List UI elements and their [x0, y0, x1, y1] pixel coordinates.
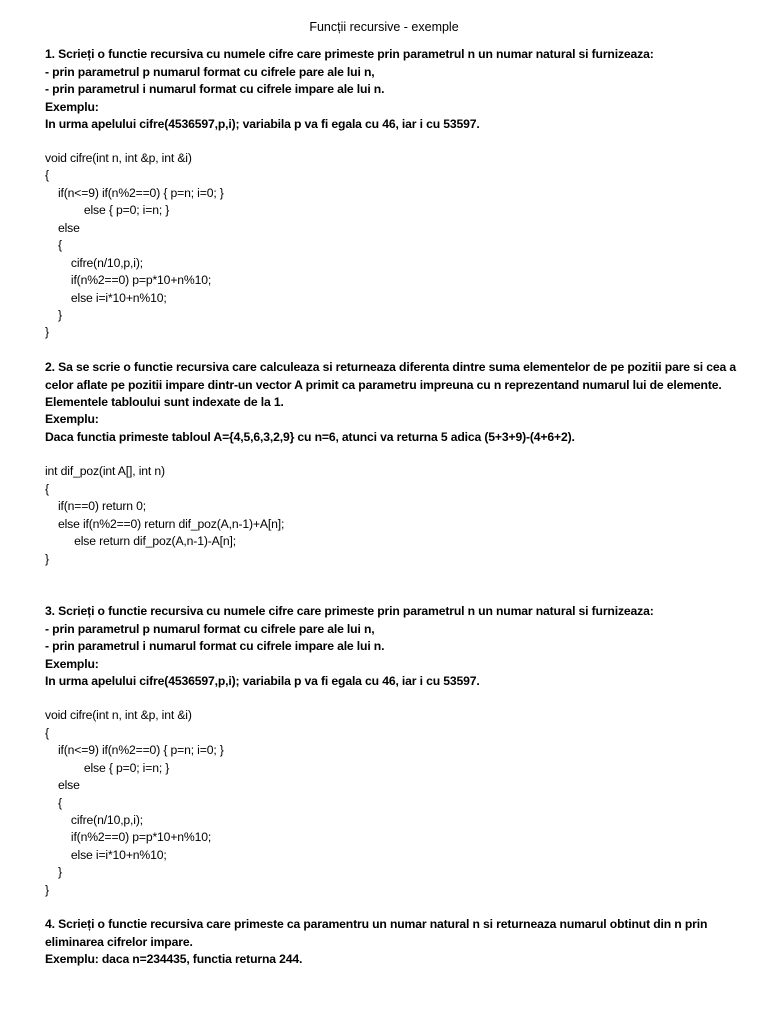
problem-1-code-line: { — [45, 238, 62, 252]
problem-3-code-line: else — [45, 778, 80, 792]
problem-2-example-text: Daca functia primeste tabloul A={4,5,6,3,2,9} cu n=6, atunci va returna 5 adica (5+3+9)-(4+6+2). — [45, 430, 575, 444]
problem-2-statement: 2. Sa se scrie o functie recursiva care calculeaza si returneaza diferenta dintre suma elementelor de pe pozitii pare si cea a — [45, 360, 736, 374]
problem-3-code-line: { — [45, 726, 49, 740]
problem-1-example-heading: Exemplu: — [45, 100, 99, 114]
problem-2-code-line: } — [45, 552, 49, 566]
problem-2-example-heading: Exemplu: — [45, 412, 99, 426]
problem-3-code-line: void cifre(int n, int &p, int &i) — [45, 708, 192, 722]
problem-1-statement-line: - prin parametrul i numarul format cu cifrele impare ale lui n. — [45, 82, 385, 96]
problem-1-code-line: void cifre(int n, int &p, int &i) — [45, 151, 192, 165]
problem-1-code-line: } — [45, 325, 49, 339]
problem-1-example-text: In urma apelului cifre(4536597,p,i); variabila p va fi egala cu 46, iar i cu 53597. — [45, 117, 480, 131]
problem-1-code-line: else — [45, 221, 80, 235]
problem-1-code-line: if(n<=9) if(n%2==0) { p=n; i=0; } — [45, 186, 224, 200]
page-title: Funcții recursive - exemple — [309, 20, 459, 34]
problem-2-code-line: else return dif_poz(A,n-1)-A[n]; — [45, 534, 236, 548]
problem-3-statement: 3. Scrieți o functie recursiva cu numele cifre care primeste prin parametrul n un numar natural si furnizeaza: — [45, 604, 654, 618]
problem-1-code-line: else { p=0; i=n; } — [45, 203, 170, 217]
problem-3-code-line: cifre(n/10,p,i); — [45, 813, 143, 827]
problem-3-statement-line: - prin parametrul p numarul format cu cifrele pare ale lui n, — [45, 622, 375, 636]
problem-2-code-line: else if(n%2==0) return dif_poz(A,n-1)+A[n]; — [45, 517, 285, 531]
problem-4-statement: 4. Scrieți o functie recursiva care primeste ca paramentru un numar natural n si returneaza numarul obtinut din n prin — [45, 917, 708, 931]
problem-3-code-line: } — [45, 883, 49, 897]
problem-1-statement: 1. Scrieți o functie recursiva cu numele cifre care primeste prin parametrul n un numar natural si furnizeaza: — [45, 47, 654, 61]
problem-1-code-line: } — [45, 308, 62, 322]
problem-2-code-line: int dif_poz(int A[], int n) — [45, 464, 165, 478]
problem-3-statement-line: - prin parametrul i numarul format cu cifrele impare ale lui n. — [45, 639, 385, 653]
problem-3-code-line: { — [45, 796, 62, 810]
problem-2-statement-line: celor aflate pe pozitii impare dintr-un vector A primit ca parametru impreuna cu n reprezentand numarul lui de elemente. — [45, 378, 722, 392]
problem-3-code-line: else { p=0; i=n; } — [45, 761, 170, 775]
problem-3-code-line: else i=i*10+n%10; — [45, 848, 167, 862]
problem-4-statement-line: eliminarea cifrelor impare. — [45, 935, 193, 949]
problem-3-code-line: if(n<=9) if(n%2==0) { p=n; i=0; } — [45, 743, 224, 757]
problem-1-code-line: cifre(n/10,p,i); — [45, 256, 143, 270]
problem-2-code-line: if(n==0) return 0; — [45, 499, 147, 513]
problem-2-code-line: { — [45, 482, 49, 496]
problem-4-example-text: Exemplu: daca n=234435, functia returna 244. — [45, 952, 303, 966]
problem-3-code-line: if(n%2==0) p=p*10+n%10; — [45, 830, 212, 844]
problem-2-statement-line: Elementele tabloului sunt indexate de la 1. — [45, 395, 284, 409]
problem-1-code-line: else i=i*10+n%10; — [45, 291, 167, 305]
problem-3-code-line: } — [45, 865, 62, 879]
problem-1-code-line: if(n%2==0) p=p*10+n%10; — [45, 273, 212, 287]
problem-1-statement-line: - prin parametrul p numarul format cu cifrele pare ale lui n, — [45, 65, 375, 79]
problem-1-code-line: { — [45, 168, 49, 182]
problem-3-example-heading: Exemplu: — [45, 657, 99, 671]
problem-3-example-text: In urma apelului cifre(4536597,p,i); variabila p va fi egala cu 46, iar i cu 53597. — [45, 674, 480, 688]
